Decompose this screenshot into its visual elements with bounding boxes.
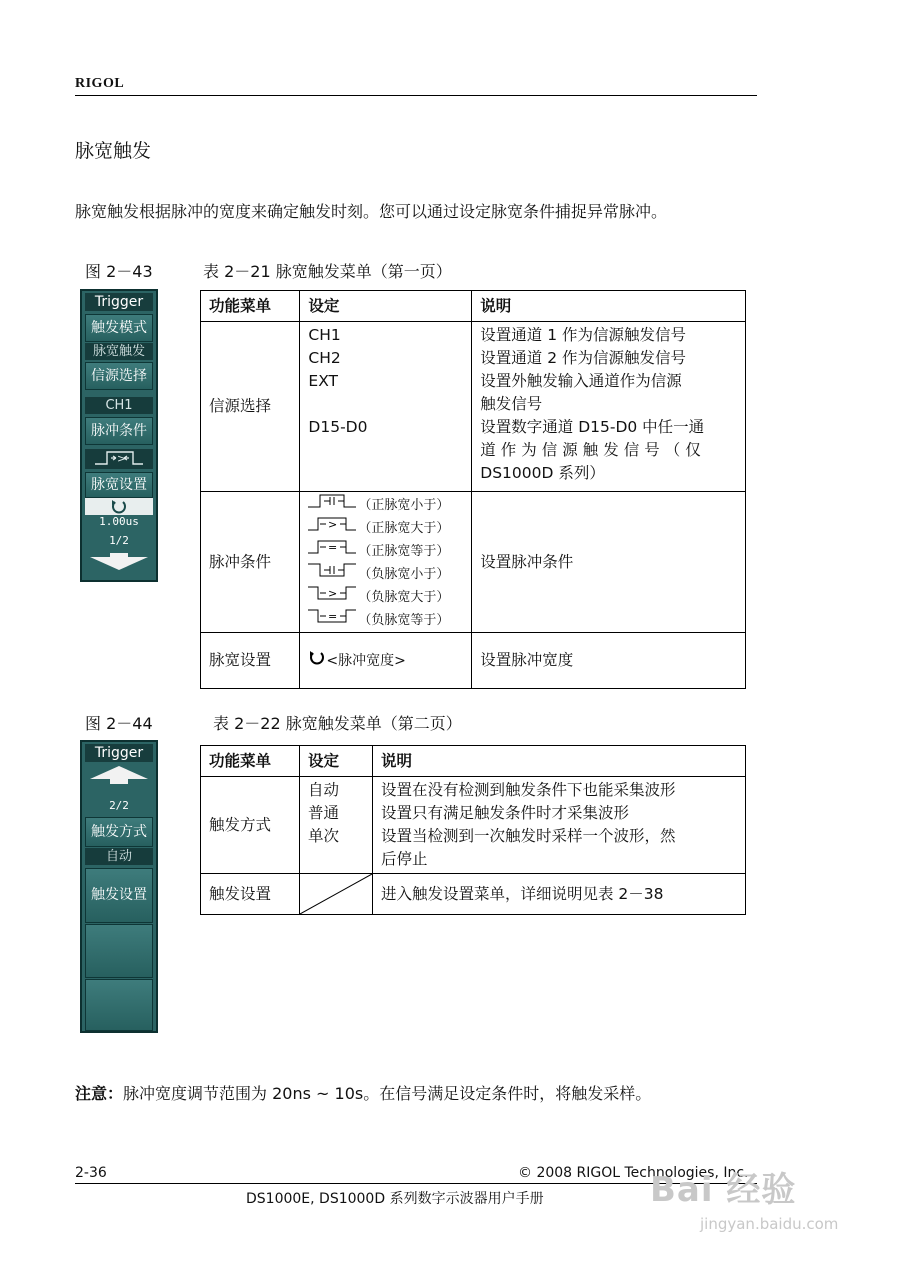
svg-text:>: >: [117, 452, 127, 465]
header-description: 说明: [372, 746, 745, 777]
setting-ch1: CH1: [308, 326, 341, 344]
knob-icon: [85, 498, 153, 515]
intro-paragraph: 脉宽触发根据脉冲的宽度来确定触发时刻。您可以通过设定脉宽条件捕捉异常脉冲。: [75, 202, 668, 221]
desc-line: 设置外触发输入通道作为信源: [480, 372, 682, 390]
trigger-mode-value: 脉宽触发: [85, 343, 153, 360]
section-title: 脉宽触发: [75, 140, 152, 162]
trigger-type-button[interactable]: 触发方式: [85, 817, 153, 847]
empty-menu-button[interactable]: [85, 924, 153, 978]
trigger-menu-page1: [80, 289, 158, 582]
desc-line: 设置数字通道 D15-D0 中任一通: [480, 418, 705, 436]
figure-44-caption: 图 2－44: [85, 714, 153, 733]
manual-title: DS1000E, DS1000D 系列数字示波器用户手册: [246, 1191, 544, 1207]
diagonal-slash: [300, 874, 372, 914]
knob-icon: [308, 649, 326, 665]
header-description: 说明: [472, 291, 746, 322]
pulse-positive-less: （正脉宽小于）: [306, 493, 465, 516]
svg-text:=: =: [328, 541, 338, 554]
setting-d15-d0: D15-D0: [308, 418, 368, 436]
watermark-url: jingyan.baidu.com: [700, 1215, 839, 1233]
page-down-arrow-icon[interactable]: [88, 553, 150, 575]
desc-line: DS1000D 系列）: [480, 464, 605, 482]
pulse-width-button[interactable]: 脉宽设置: [85, 472, 153, 498]
pulse-width-value: 1.00us: [99, 515, 139, 528]
page-indicator: 1/2: [109, 534, 129, 547]
pulse-negative-equal-icon: [306, 608, 358, 624]
row-label: 信源选择: [201, 322, 300, 492]
table-header-row: [201, 746, 746, 777]
pulse-negative-less: （负脉宽小于）: [306, 562, 465, 585]
pulse-positive-equal: = （正脉宽等于）: [306, 539, 465, 562]
header-setting: 设定: [300, 291, 472, 322]
row-desc: 设置脉冲宽度: [472, 633, 746, 689]
table-row: [201, 777, 746, 874]
desc-line: 触发信号: [480, 395, 543, 413]
desc-line: 设置当检测到一次触发时采样一个波形，然: [380, 827, 676, 845]
row-desc: 设置脉冲条件: [472, 492, 746, 633]
desc-line: 后停止: [380, 850, 428, 868]
pulse-negative-greater: > （负脉宽大于）: [306, 585, 465, 608]
row-desc: 进入触发设置菜单，详细说明见表 2－38: [372, 874, 745, 915]
desc-line: 设置通道 2 作为信源触发信号: [480, 349, 686, 367]
source-value: CH1: [85, 397, 153, 414]
row-setting: <脉冲宽度>: [326, 652, 406, 669]
table-row: [201, 874, 746, 915]
setting-ch2: CH2: [308, 349, 341, 367]
pulse-condition-button[interactable]: 脉冲条件: [85, 417, 153, 445]
note: [75, 1081, 651, 1104]
pulse-negative-greater-icon: [306, 585, 358, 601]
page-up-arrow-icon[interactable]: [88, 765, 150, 789]
source-select-button[interactable]: 信源选择: [85, 362, 153, 390]
menu-title: Trigger: [85, 744, 153, 762]
trigger-type-value: 自动: [85, 848, 153, 865]
desc-line: 设置在没有检测到触发条件下也能采集波形: [380, 781, 676, 799]
pulse-condition-icon: [85, 449, 153, 469]
pulse-positive-equal-icon: [306, 539, 358, 555]
trigger-mode-button[interactable]: 触发模式: [85, 314, 153, 342]
pulse-negative-less-icon: [306, 562, 358, 578]
figure-43-caption: 图 2－43: [85, 262, 153, 281]
pulse-positive-greater: > （正脉宽大于）: [306, 516, 465, 539]
desc-line: 设置只有满足触发条件时才采集波形: [380, 804, 629, 822]
trigger-setup-button[interactable]: 触发设置: [85, 868, 153, 923]
brand-header: RIGOL: [75, 76, 125, 91]
setting-ext: EXT: [308, 372, 339, 390]
menu-title: Trigger: [85, 293, 153, 311]
header-function: 功能菜单: [201, 746, 300, 777]
desc-line: 道作为信源触发信号（仅: [480, 441, 706, 459]
table-row: [201, 633, 746, 689]
table-row: [201, 492, 746, 633]
table-22: [200, 745, 746, 915]
table-22-caption: 表 2－22 脉宽触发菜单（第二页）: [213, 714, 462, 733]
pulse-positive-less-icon: [306, 493, 358, 509]
watermark-logo: Bai 经验: [650, 1170, 797, 1210]
pulse-positive-greater-icon: [306, 516, 358, 532]
copyright: © 2008 RIGOL Technologies, Inc.: [518, 1165, 749, 1181]
header-function: 功能菜单: [201, 291, 300, 322]
table-row: [201, 322, 746, 492]
svg-text:>: >: [328, 518, 338, 531]
setting-normal: 普通: [307, 804, 339, 822]
empty-menu-button[interactable]: [85, 979, 153, 1031]
header-rule: [75, 95, 757, 96]
page-indicator: 2/2: [109, 799, 129, 812]
row-label: 触发方式: [201, 777, 300, 874]
header-setting: 设定: [299, 746, 372, 777]
svg-text:=: =: [328, 610, 338, 623]
page-number: 2-36: [75, 1165, 107, 1181]
desc-line: 设置通道 1 作为信源触发信号: [480, 326, 686, 344]
setting-single: 单次: [307, 827, 339, 845]
trigger-menu-page2: [80, 740, 158, 1033]
row-label: 脉冲条件: [201, 492, 300, 633]
pulse-negative-equal: = （负脉宽等于）: [306, 608, 465, 631]
table-header-row: [201, 291, 746, 322]
row-label: 脉宽设置: [201, 633, 300, 689]
note-label: 注意：: [75, 1084, 124, 1103]
table-21: [200, 290, 746, 689]
table-21-caption: 表 2－21 脉宽触发菜单（第一页）: [203, 262, 452, 281]
setting-auto: 自动: [307, 781, 339, 799]
row-label: 触发设置: [201, 874, 300, 915]
empty-setting-cell: [299, 874, 372, 915]
svg-text:>: >: [328, 587, 338, 600]
note-text: 脉冲宽度调节范围为 20ns ~ 10s。在信号满足设定条件时，将触发采样。: [123, 1084, 652, 1103]
